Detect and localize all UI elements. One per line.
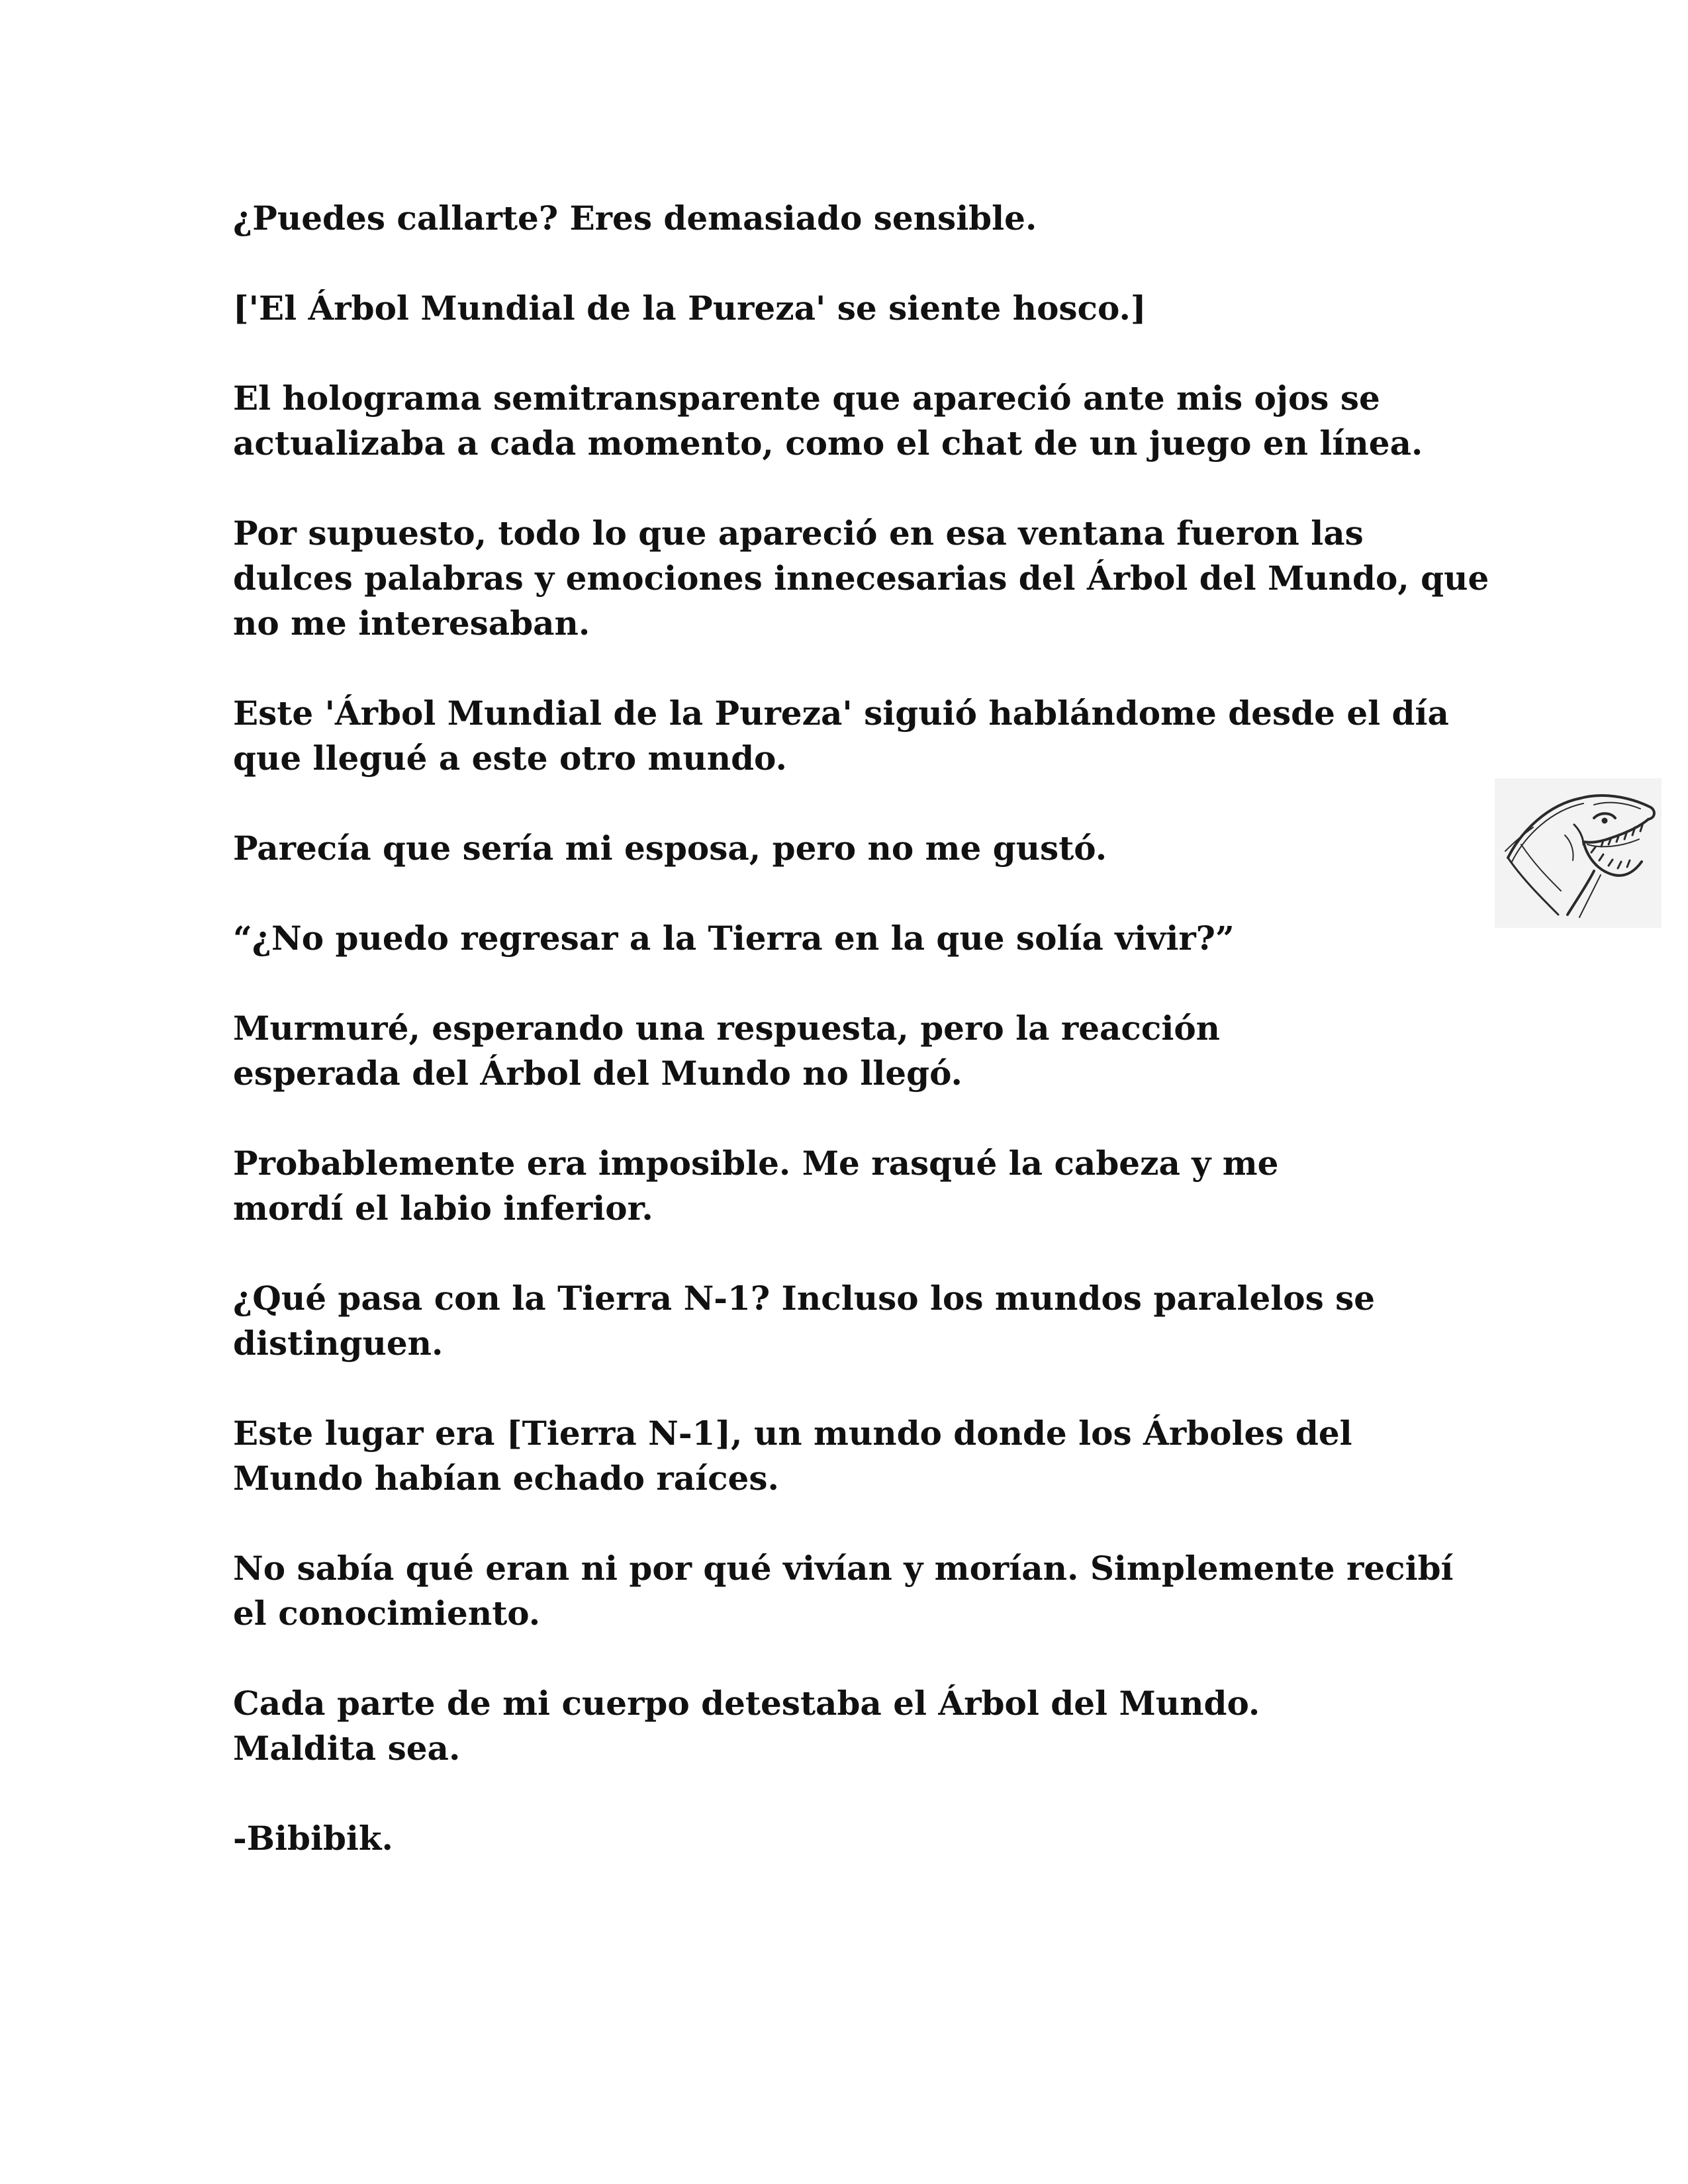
paragraph-8: Murmuré, esperando una respuesta, pero la reacción esperada del Árbol del Mundo no llegó. bbox=[233, 1009, 1221, 1093]
text-column bbox=[233, 196, 1491, 1906]
paragraph-11: Este lugar era [Tierra N-1], un mundo donde los Árboles del Mundo habían echado raíces. bbox=[233, 1414, 1352, 1498]
paragraph-7: “¿No puedo regresar a la Tierra en la que solía vivir?” bbox=[233, 919, 1235, 958]
paragraph-1: ¿Puedes callarte? Eres demasiado sensible. bbox=[233, 199, 1037, 238]
paragraph-3: El holograma semitransparente que apareció ante mis ojos se actualizaba a cada momento, como el chat de un juego en línea. bbox=[233, 379, 1423, 463]
paragraph-6: Parecía que sería mi esposa, pero no me gustó. bbox=[233, 829, 1107, 868]
paragraph-4: Por supuesto, todo lo que apareció en esa ventana fueron las dulces palabras y emociones innecesarias del Árbol del Mundo, que no me interesaban. bbox=[233, 514, 1489, 643]
paragraph-2: ['El Árbol Mundial de la Pureza' se siente hosco.] bbox=[233, 289, 1147, 328]
signature: -Bibibik. bbox=[233, 1819, 393, 1858]
paragraph-12: No sabía qué eran ni por qué vivían y morían. Simplemente recibí el conocimiento. bbox=[233, 1549, 1454, 1633]
dinosaur-head-sketch-icon bbox=[1495, 778, 1662, 928]
paragraph-9: Probablemente era imposible. Me rasqué la cabeza y me mordí el labio inferior. bbox=[233, 1144, 1279, 1228]
paragraph-10: ¿Qué pasa con la Tierra N-1? Incluso los mundos paralelos se distinguen. bbox=[233, 1279, 1376, 1363]
paragraph-13: Cada parte de mi cuerpo detestaba el Árbol del Mundo. Maldita sea. bbox=[233, 1684, 1260, 1768]
paragraph-5: Este 'Árbol Mundial de la Pureza' siguió hablándome desde el día que llegué a este otro mundo. bbox=[233, 694, 1449, 778]
